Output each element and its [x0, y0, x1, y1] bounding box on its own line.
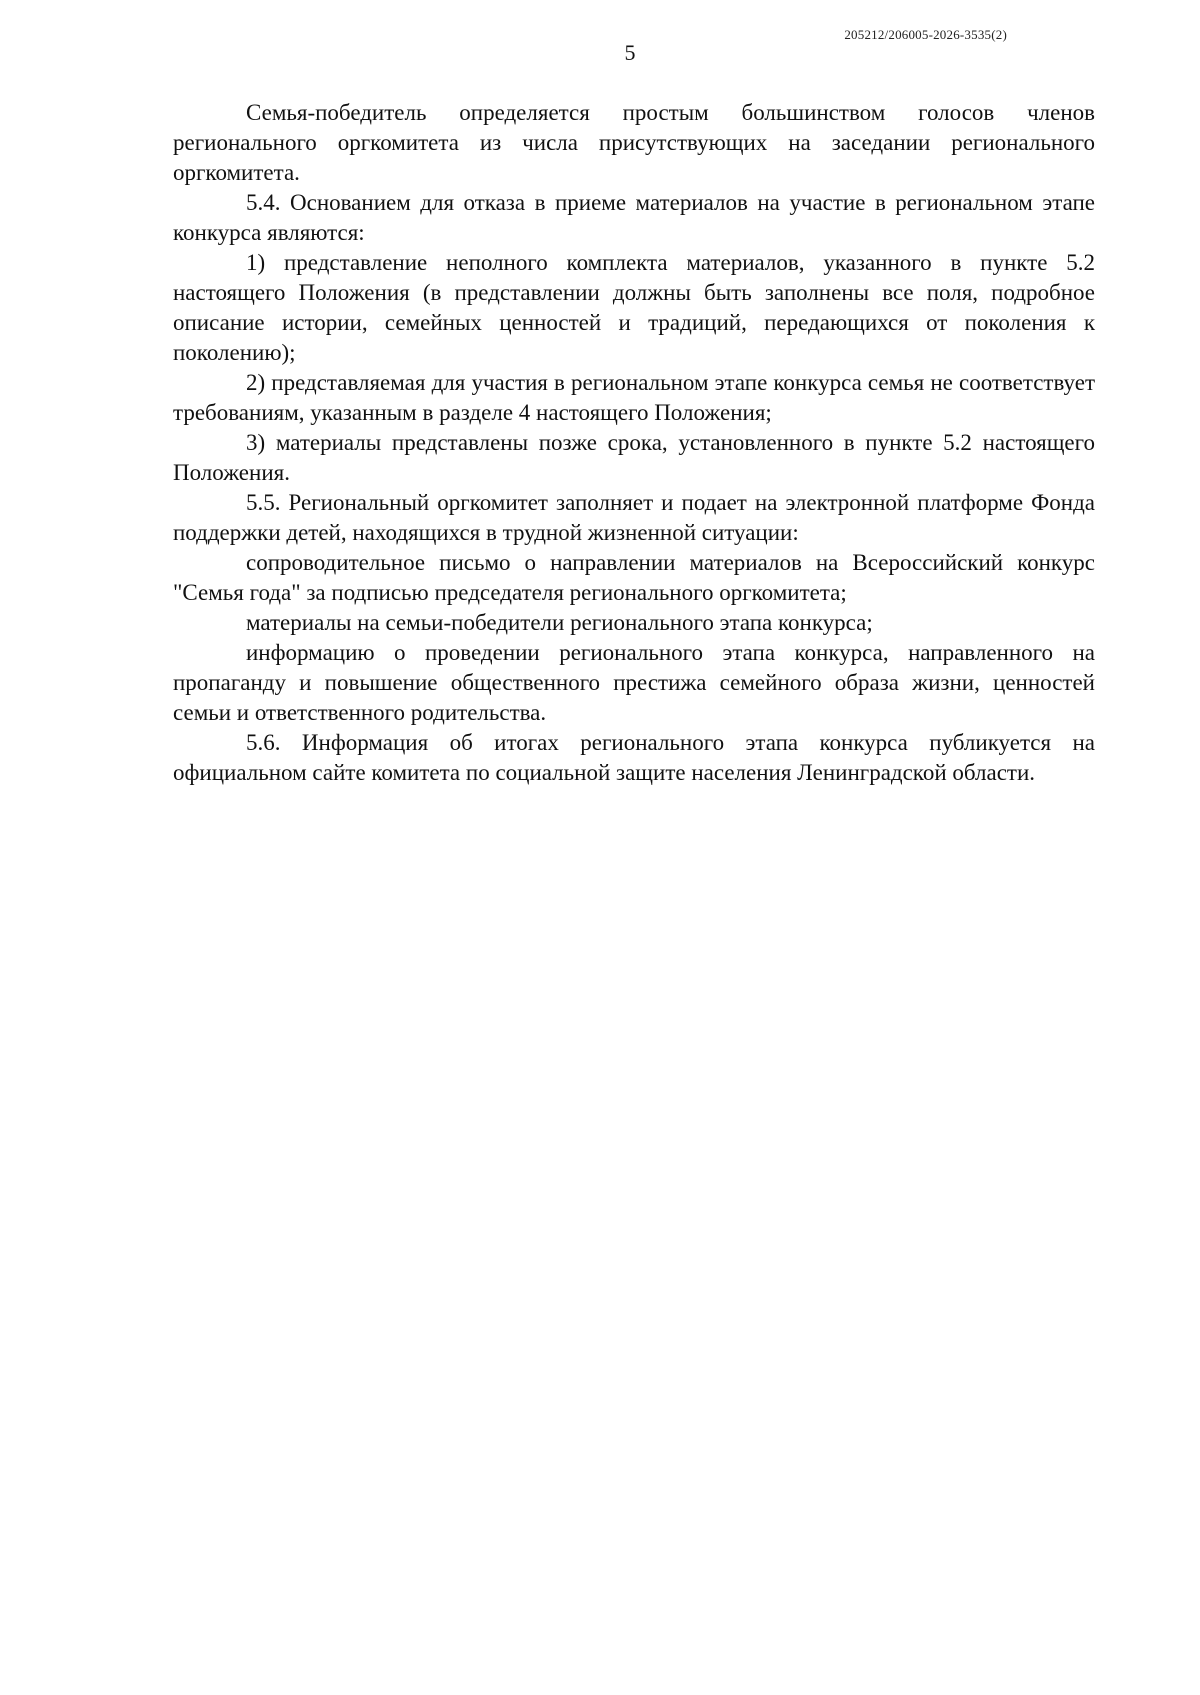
paragraph-5-4-item-2: 2) представляемая для участия в региональном этапе конкурса семья не соответствует требованиям, указанным в разделе 4 настоящего Положения;	[173, 370, 1095, 425]
paragraph-5-5-materials: материалы на семьи-победители регионального этапа конкурса;	[246, 610, 873, 635]
paragraph-winner-selection: Семья-победитель определяется простым большинством голосов членов регионального оргкомитета из числа присутствующих на заседании регионального оргкомитета.	[173, 100, 1095, 185]
paragraph-5-5-cover-letter: сопроводительное письмо о направлении материалов на Всероссийский конкурс "Семья года" за подписью председателя регионального оргкомитета;	[173, 550, 1095, 605]
paragraph-5-4-item-1: 1) представление неполного комплекта материалов, указанного в пункте 5.2 настоящего Положения (в представлении должны быть заполнены все поля, подробное описание истории, семейных ценностей и традиций, передающихся от поколения к поколению);	[173, 250, 1095, 365]
paragraph-5-5-submission: 5.5. Региональный оргкомитет заполняет и подает на электронной платформе Фонда поддержки детей, находящихся в трудной жизненной ситуации:	[173, 490, 1095, 545]
paragraph-5-5-information: информацию о проведении регионального этапа конкурса, направленного на пропаганду и повышение общественного престижа семейного образа жизни, ценностей семьи и ответственного родительства.	[173, 640, 1095, 725]
document-body	[173, 98, 1095, 788]
paragraph-5-4-refusal-grounds: 5.4. Основанием для отказа в приеме материалов на участие в региональном этапе конкурса являются:	[173, 190, 1095, 245]
document-registration-number: 205212/206005-2026-3535(2)	[844, 27, 1007, 42]
page-number: 5	[624, 40, 636, 65]
paragraph-5-4-item-3: 3) материалы представлены позже срока, установленного в пункте 5.2 настоящего Положения.	[173, 430, 1095, 485]
paragraph-5-6-results: 5.6. Информация об итогах регионального этапа конкурса публикуется на официальном сайте комитета по социальной защите населения Ленинградской области.	[173, 730, 1095, 785]
